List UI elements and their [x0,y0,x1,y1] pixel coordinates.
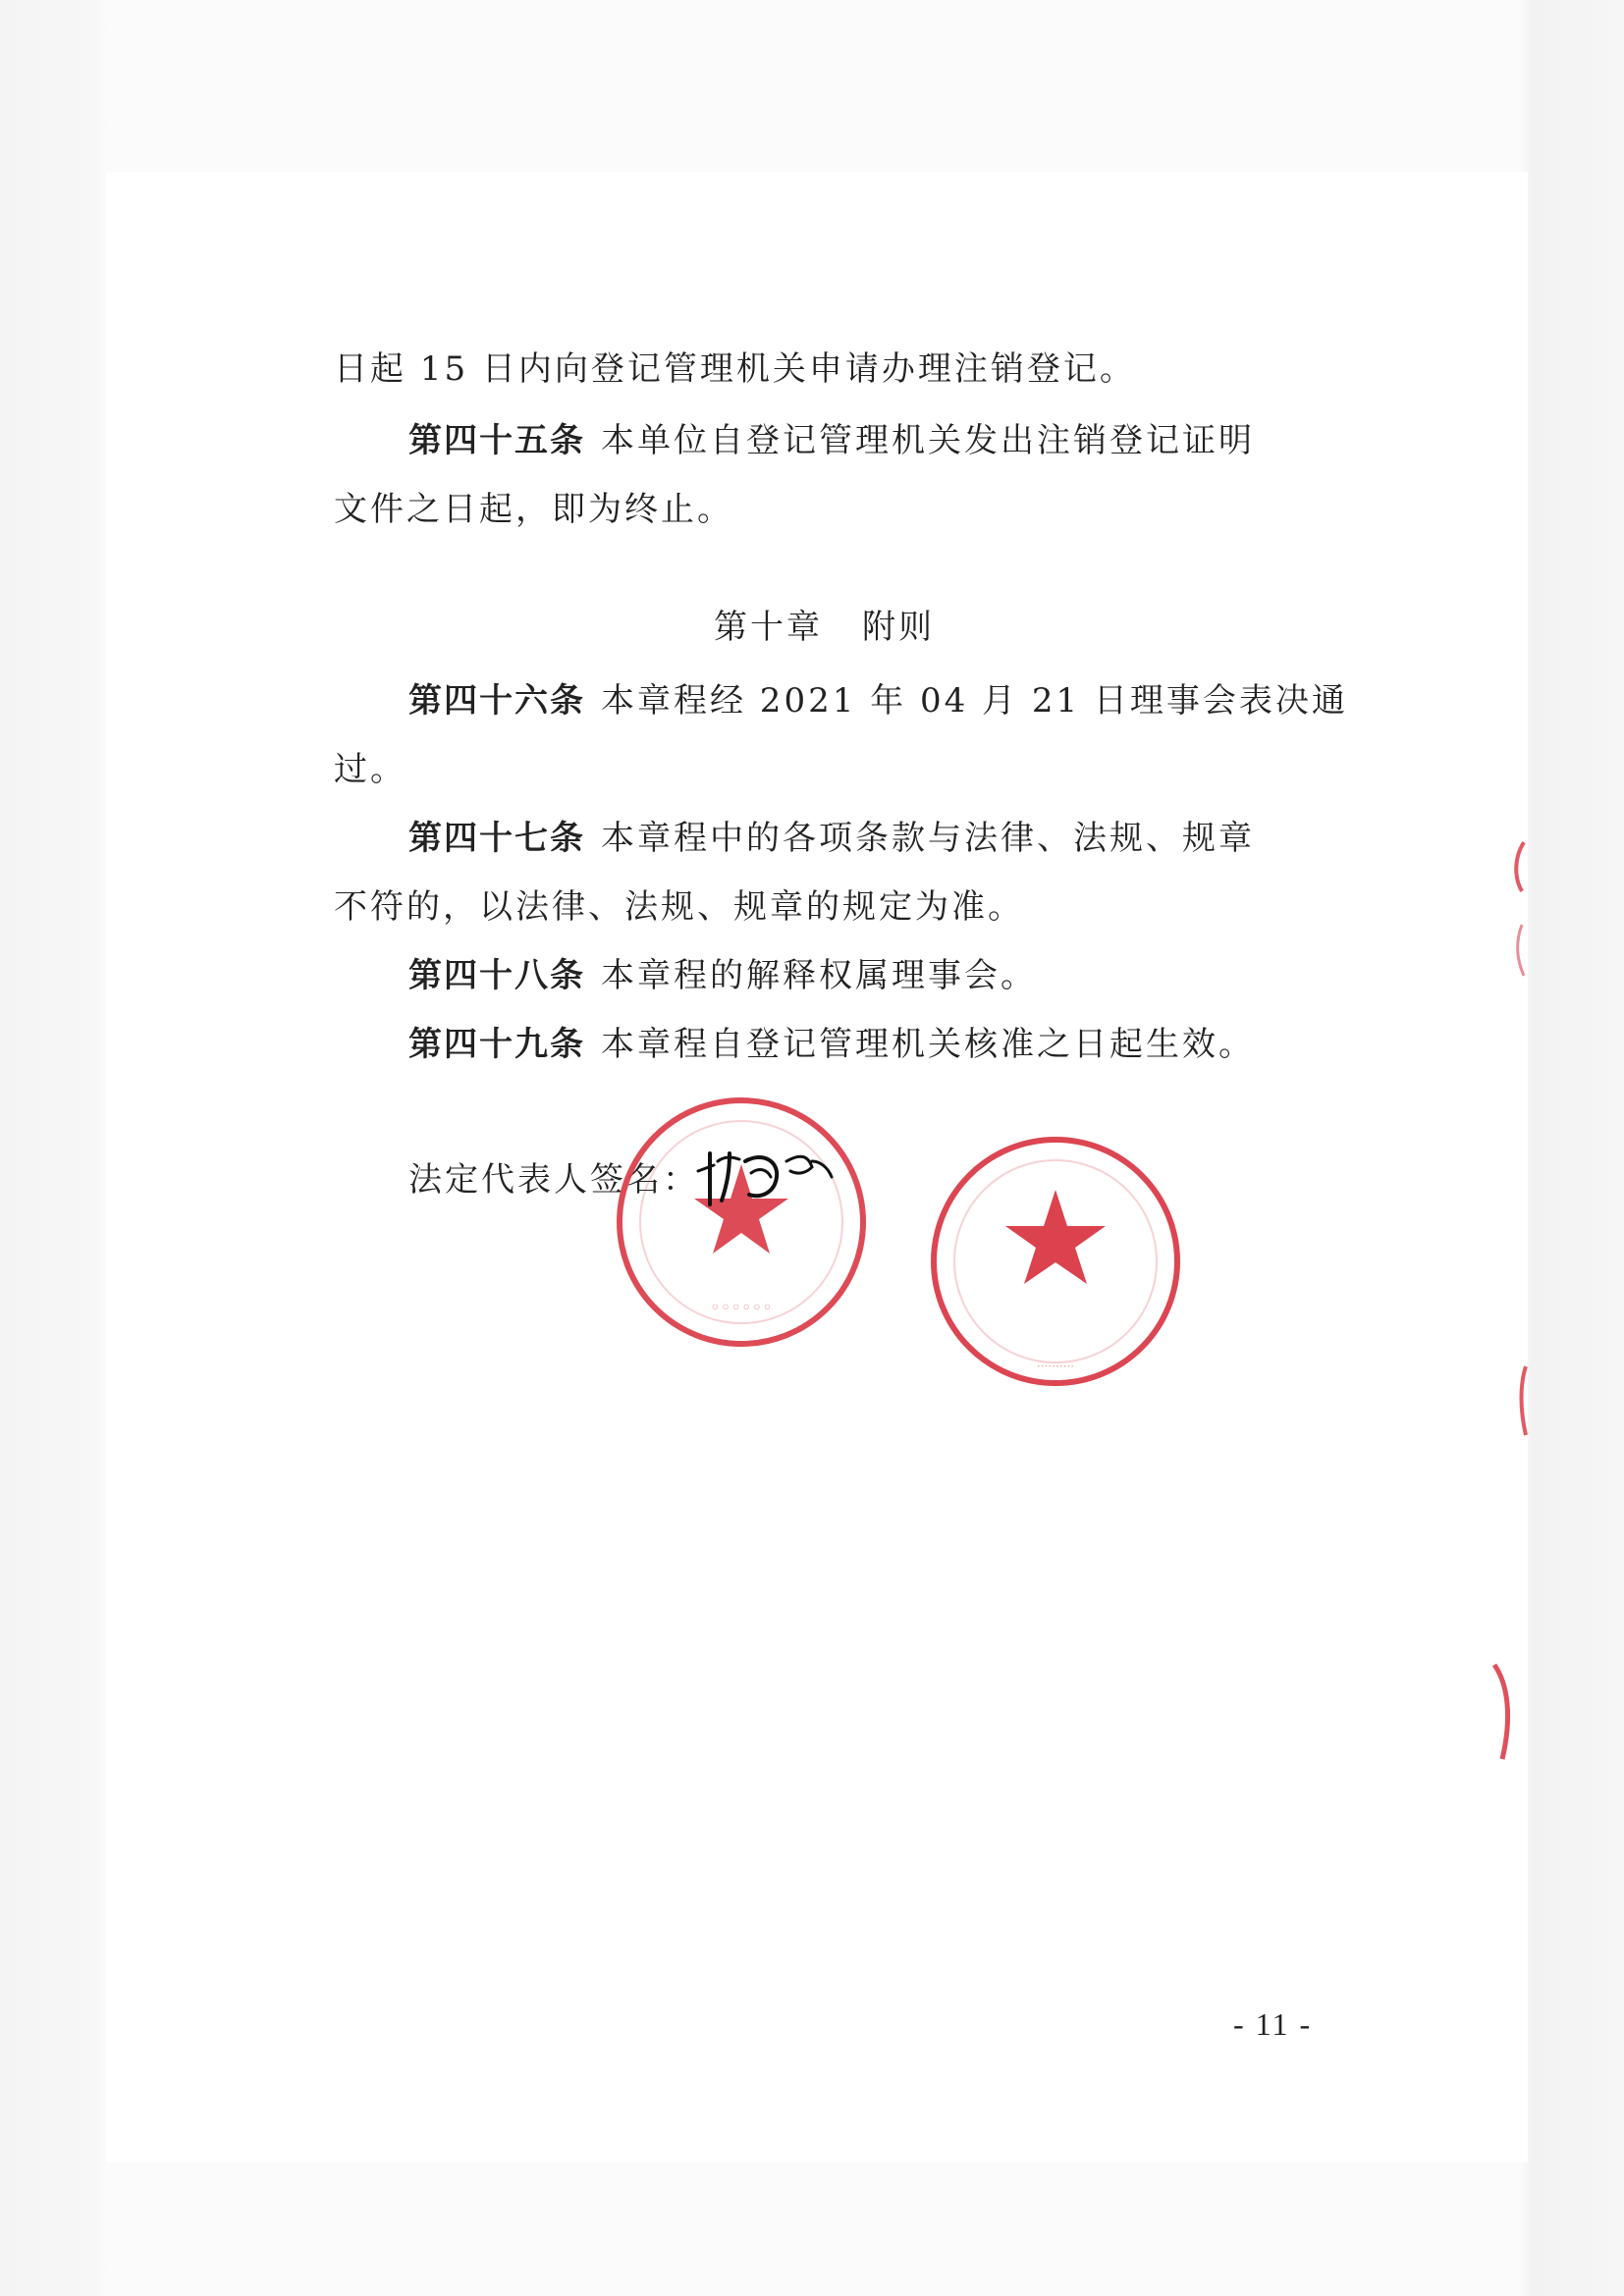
signature-label: 法定代表人签名： [408,1160,699,1200]
article-number: 第四十七条 [408,819,585,858]
article-47-line-1 [408,815,1390,862]
article-47-line-2 [334,883,1316,931]
chapter-number: 第十章 [714,608,823,647]
article-text: 本单位自登记管理机关发出注销登记证明 [601,421,1255,460]
right-margin-seal-fragment-middle [1514,1361,1534,1443]
article-text: 本章程自登记管理机关核准之日起生效。 [601,1025,1255,1064]
article-text: 本章程的解释权属理事会。 [601,956,1037,995]
organization-seal [609,1090,874,1355]
svg-text:··········: ·········· [1036,1360,1075,1373]
chapter-title: 附则 [862,608,935,647]
right-margin-seal-fragment-bottom [1485,1657,1524,1775]
article-45-line-2 [334,486,1316,533]
article-number: 第四十五条 [408,421,585,460]
article-48-line [408,952,1390,999]
article-text: 本章程中的各项条款与法律、法规、规章 [601,819,1255,858]
line-text: 日起 15 日内向登记管理机关申请办理注销登记。 [334,349,1136,389]
article-text: 本章程经 2021 年 04 月 21 日理事会表决通 [601,681,1348,721]
chapter-heading [714,604,935,651]
right-margin-seal-fragment-top [1506,834,1534,991]
handwritten-signature [692,1144,839,1212]
article-text: 过。 [334,750,406,789]
civil-affairs-seal [923,1129,1188,1394]
article-49-line [408,1021,1390,1068]
page-number: - 11 - [1233,2006,1313,2042]
text-line-1 [334,346,1316,393]
article-number: 第四十六条 [408,681,585,721]
svg-text:◦◦◦◦◦◦: ◦◦◦◦◦◦ [710,1298,773,1318]
article-number: 第四十八条 [408,956,585,995]
article-text: 不符的，以法律、法规、规章的规定为准。 [334,887,1024,927]
article-46-line-2 [334,746,1316,793]
article-45-line-1 [408,417,1390,464]
article-46-line-1 [408,677,1390,724]
article-number: 第四十九条 [408,1025,585,1064]
article-text: 文件之日起，即为终止。 [334,490,733,529]
